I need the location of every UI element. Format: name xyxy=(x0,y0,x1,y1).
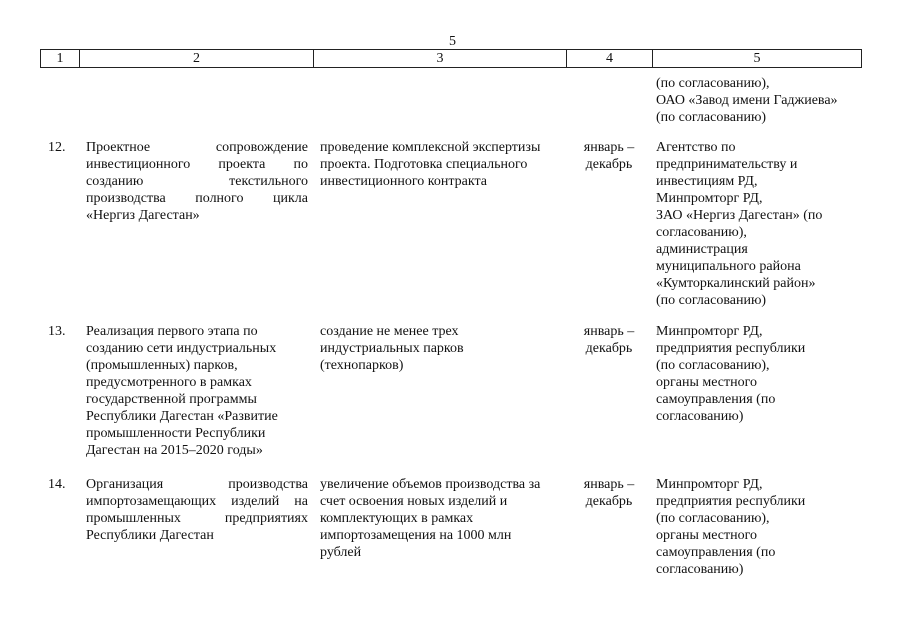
task-line xyxy=(86,493,308,510)
responsible-line: органы местного xyxy=(656,375,757,390)
responsible-line: инвестициям РД, xyxy=(656,174,758,189)
task-line xyxy=(86,190,308,207)
task-word: инвестиционного xyxy=(86,157,191,172)
task-line: промышленности Республики xyxy=(86,426,266,441)
header-col-2: 2 xyxy=(80,50,314,67)
result-line: увеличение объемов производства за xyxy=(320,477,541,492)
header-col-1: 1 xyxy=(41,50,80,67)
task-word: изделий xyxy=(231,494,280,509)
task-line xyxy=(86,139,308,156)
task-word: по xyxy=(293,157,308,172)
task-cell xyxy=(86,323,308,459)
task-word: текстильного xyxy=(229,174,308,189)
responsible-cell xyxy=(656,476,861,578)
result-cell xyxy=(320,323,565,374)
term-line: декабрь xyxy=(585,494,633,509)
task-line: Реализация первого этапа по xyxy=(86,324,258,339)
task-line xyxy=(86,476,308,493)
result-line: (технопарков) xyxy=(320,358,404,373)
result-line: счет освоения новых изделий и xyxy=(320,494,508,509)
result-line: проведение комплексной экспертизы xyxy=(320,140,541,155)
responsible-line: Агентство по xyxy=(656,140,736,155)
task-cell xyxy=(86,139,308,224)
term-line: январь – xyxy=(583,324,635,339)
responsible-line: Минпромторг РД, xyxy=(656,191,763,206)
responsible-line: самоуправления (по xyxy=(656,392,776,407)
result-line: рублей xyxy=(320,545,362,560)
responsible-line: (по согласованию) xyxy=(656,293,767,308)
task-cell xyxy=(86,476,308,544)
responsible-line: (по согласованию), xyxy=(656,511,770,526)
task-line xyxy=(86,173,308,190)
responsible-line: предпринимательству и xyxy=(656,157,798,172)
result-cell xyxy=(320,476,565,561)
task-line: Дагестан на 2015–2020 годы» xyxy=(86,443,263,458)
result-line: инвестиционного контракта xyxy=(320,174,487,189)
task-line xyxy=(86,156,308,173)
term-line: январь – xyxy=(583,477,635,492)
result-line: импортозамещения на 1000 млн xyxy=(320,528,512,543)
continuation-line: (по согласованию), xyxy=(656,76,770,91)
task-line: Республики Дагестан «Развитие xyxy=(86,409,278,424)
table-header-row xyxy=(40,49,862,68)
responsible-line: Минпромторг РД, xyxy=(656,477,763,492)
responsible-line: согласованию) xyxy=(656,562,744,577)
task-line: «Нергиз Дагестан» xyxy=(86,208,200,223)
responsible-line: предприятия республики xyxy=(656,494,806,509)
task-word: Организация xyxy=(86,477,164,492)
task-word: производства xyxy=(228,477,308,492)
responsible-cell xyxy=(656,139,861,309)
task-line: Республики Дагестан xyxy=(86,528,214,543)
task-word: на xyxy=(294,494,308,509)
task-line: государственной программы xyxy=(86,392,257,407)
task-line: созданию сети индустриальных xyxy=(86,341,277,356)
responsible-line: (по согласованию), xyxy=(656,358,770,373)
result-line: проекта. Подготовка специального xyxy=(320,157,528,172)
continuation-responsible xyxy=(656,75,861,126)
result-cell xyxy=(320,139,565,190)
term-line: январь – xyxy=(583,140,635,155)
task-line: предусмотренного в рамках xyxy=(86,375,252,390)
task-word: промышленных xyxy=(86,511,181,526)
task-word: проекта xyxy=(218,157,266,172)
task-line xyxy=(86,510,308,527)
responsible-line: муниципального района xyxy=(656,259,801,274)
result-line: индустриальных парков xyxy=(320,341,464,356)
term-line: декабрь xyxy=(585,157,633,172)
header-col-5: 5 xyxy=(653,50,862,67)
task-word: импортозамещающих xyxy=(86,494,217,509)
task-word: полного xyxy=(195,191,244,206)
row-number: 13. xyxy=(48,324,66,339)
responsible-line: предприятия республики xyxy=(656,341,806,356)
term-line: декабрь xyxy=(585,341,633,356)
task-word: сопровождение xyxy=(215,140,308,155)
task-line: (промышленных) парков, xyxy=(86,358,238,373)
term-cell xyxy=(574,323,644,357)
header-col-4: 4 xyxy=(567,50,653,67)
responsible-line: «Кумторкалинский район» xyxy=(656,276,816,291)
task-word: созданию xyxy=(86,174,144,189)
responsible-line: Минпромторг РД, xyxy=(656,324,763,339)
row-number: 14. xyxy=(48,477,66,492)
continuation-line: (по согласованию) xyxy=(656,110,767,125)
result-line: комплектующих в рамках xyxy=(320,511,474,526)
continuation-line: ОАО «Завод имени Гаджиева» xyxy=(656,93,838,108)
task-word: цикла xyxy=(272,191,308,206)
term-cell xyxy=(574,476,644,510)
responsible-line: ЗАО «Нергиз Дагестан» (по xyxy=(656,208,823,223)
responsible-line: самоуправления (по xyxy=(656,545,776,560)
task-word: предприятиях xyxy=(224,511,308,526)
responsible-line: согласованию) xyxy=(656,409,744,424)
task-word: Проектное xyxy=(86,140,151,155)
page-number: 5 xyxy=(449,34,456,49)
term-cell xyxy=(574,139,644,173)
result-line: создание не менее трех xyxy=(320,324,459,339)
responsible-cell xyxy=(656,323,861,425)
responsible-line: органы местного xyxy=(656,528,757,543)
task-word: производства xyxy=(86,191,166,206)
header-col-3: 3 xyxy=(314,50,567,67)
responsible-line: администрация xyxy=(656,242,748,257)
responsible-line: согласованию), xyxy=(656,225,747,240)
row-number: 12. xyxy=(48,140,66,155)
